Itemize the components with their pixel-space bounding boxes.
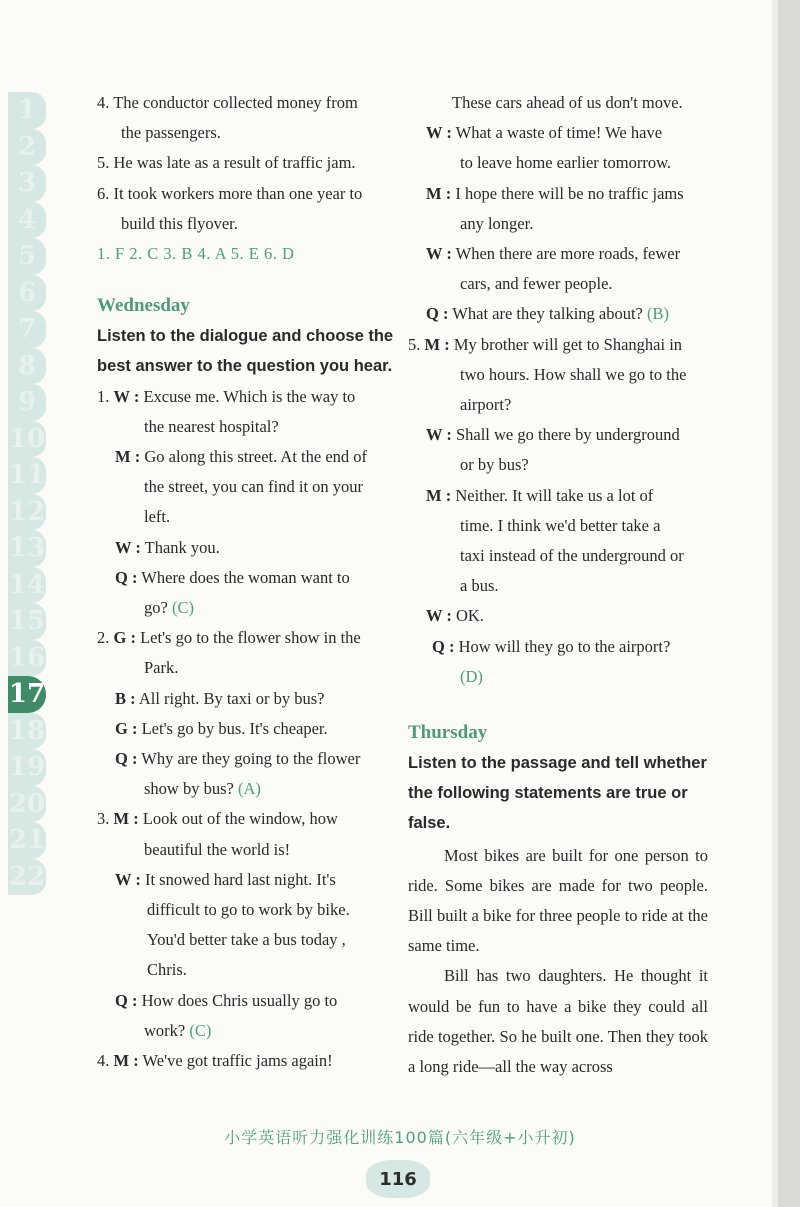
- speaker: Q :: [426, 304, 449, 324]
- speaker: M :: [113, 809, 139, 829]
- dialogue-cont: or by bus?: [460, 455, 529, 475]
- line-text: How does Chris usually go to: [137, 990, 338, 1010]
- line-text: It snowed hard last night. It's: [140, 869, 336, 889]
- speaker: M :: [424, 334, 450, 354]
- chapter-tab[interactable]: 8: [8, 348, 46, 385]
- instruction: the following statements are true or: [408, 784, 688, 803]
- speaker: W :: [115, 537, 141, 557]
- chapter-tab[interactable]: 12: [8, 494, 46, 531]
- line-text: Let's go by bus. It's cheaper.: [137, 718, 328, 738]
- line-text: Why are they going to the flower: [137, 749, 361, 769]
- item-number: 5.: [408, 334, 421, 354]
- speaker: M :: [426, 485, 452, 505]
- speaker: W :: [426, 606, 452, 626]
- question-line: [408, 299, 708, 329]
- dialogue-line: [408, 601, 708, 631]
- line-text: Excuse me. Which is the way to: [139, 386, 356, 406]
- dialogue-cont: two hours. How shall we go to the: [460, 364, 687, 384]
- line-text: show by bus?: [144, 779, 234, 799]
- chapter-tab[interactable]: 21: [8, 822, 46, 859]
- dialogue-line: [97, 1046, 397, 1076]
- chapter-tab[interactable]: 11: [8, 457, 46, 494]
- page-edge: [778, 0, 800, 1207]
- line-text: Thank you.: [140, 537, 220, 557]
- answer: (D): [460, 666, 483, 686]
- instruction: Listen to the passage and tell whether: [408, 754, 707, 773]
- item-number: 2.: [97, 628, 110, 648]
- dialogue-cont: the nearest hospital?: [144, 416, 279, 436]
- statement-cont: the passengers.: [121, 123, 221, 143]
- dialogue-line: [97, 714, 397, 744]
- line-text: When there are more roads, fewer: [451, 244, 681, 264]
- speaker: B :: [115, 688, 136, 708]
- speaker: G :: [113, 628, 136, 648]
- dialogue-cont: time. I think we'd better take a: [460, 515, 661, 535]
- dialogue-cont: beautiful the world is!: [144, 839, 291, 859]
- speaker: M :: [113, 1051, 139, 1071]
- statement: 5. He was late as a result of traffic jam.: [97, 153, 356, 173]
- line-text: We've got traffic jams again!: [138, 1051, 333, 1071]
- left-column: [97, 88, 397, 1076]
- line-text: Neither. It will take us a lot of: [451, 485, 654, 505]
- chapter-tab[interactable]: 16: [8, 640, 46, 677]
- speaker: M :: [426, 183, 452, 203]
- question-line: [97, 563, 397, 593]
- chapter-tab[interactable]: 2: [8, 129, 46, 166]
- dialogue-cont: These cars ahead of us don't move.: [452, 93, 683, 112]
- item-number: 1.: [97, 386, 110, 406]
- line-text: Shall we go there by underground: [451, 425, 680, 445]
- speaker: W :: [426, 123, 452, 143]
- chapter-tab[interactable]: 15: [8, 603, 46, 640]
- line-text: How will they go to the airport?: [454, 636, 671, 656]
- book-title-footer: 小学英语听力强化训练100篇(六年级+小升初): [224, 1128, 576, 1147]
- instruction: false.: [408, 814, 451, 833]
- answer: (A): [233, 779, 261, 799]
- line-text: What are they talking about?: [448, 304, 643, 324]
- passage-paragraph: Most bikes are built for one person to ride. Some bikes are made for two people. Bill built a bike for three people to ride at the same time.: [408, 845, 708, 956]
- line-text: Let's go to the flower show in the: [135, 628, 361, 648]
- answer-key: 1. F 2. C 3. B 4. A 5. E 6. D: [97, 244, 295, 264]
- dialogue-line: [97, 684, 397, 714]
- item-number: 3.: [97, 809, 110, 829]
- chapter-tab[interactable]: 22: [8, 859, 46, 896]
- chapter-tab[interactable]: 7: [8, 311, 46, 348]
- chapter-tab[interactable]: 10: [8, 421, 46, 458]
- dialogue-line: [408, 179, 708, 209]
- speaker: W :: [113, 386, 140, 406]
- question-line: [97, 986, 397, 1016]
- dialogue-line: [97, 533, 397, 563]
- dialogue-line: [408, 481, 708, 511]
- dialogue-line: [408, 239, 708, 269]
- dialogue-cont: to leave home earlier tomorrow.: [460, 153, 672, 173]
- speaker: Q :: [115, 567, 138, 587]
- speaker: W :: [426, 244, 452, 264]
- question-cont: [97, 774, 397, 804]
- right-column: [408, 88, 708, 1082]
- dialogue-line: [97, 382, 397, 412]
- dialogue-line: [97, 442, 397, 472]
- question-cont: [97, 593, 397, 623]
- dialogue-cont: Chris.: [147, 960, 187, 980]
- statement: 6. It took workers more than one year to: [97, 183, 363, 203]
- dialogue-line: [97, 804, 397, 834]
- line-text: What a waste of time! We have: [451, 123, 663, 143]
- chapter-tab[interactable]: 3: [8, 165, 46, 202]
- dialogue-cont: difficult to go to work by bike.: [147, 900, 350, 920]
- dialogue-cont: a bus.: [460, 576, 499, 596]
- line-text: Look out of the window, how: [138, 809, 338, 829]
- speaker: Q :: [432, 636, 455, 656]
- line-text: Go along this street. At the end of: [140, 447, 368, 467]
- chapter-tab[interactable]: 19: [8, 749, 46, 786]
- chapter-tab[interactable]: 14: [8, 567, 46, 604]
- speaker: Q :: [115, 990, 138, 1010]
- answer: (C): [185, 1020, 212, 1040]
- dialogue-cont: any longer.: [460, 213, 534, 233]
- question-line: [97, 744, 397, 774]
- dialogue-cont: cars, and fewer people.: [460, 274, 613, 294]
- line-text: I hope there will be no traffic jams: [451, 183, 684, 203]
- instruction: Listen to the dialogue and choose the: [97, 327, 394, 346]
- chapter-tab[interactable]: 20: [8, 786, 46, 823]
- speaker: W :: [115, 869, 141, 889]
- section-title-wednesday: Wednesday: [97, 295, 190, 317]
- answer: (C): [167, 598, 194, 618]
- page-number: 116: [366, 1160, 430, 1198]
- dialogue-cont: left.: [144, 507, 171, 527]
- line-text: Where does the woman want to: [137, 567, 350, 587]
- line-text: My brother will get to Shanghai in: [449, 334, 683, 354]
- dialogue-line: [408, 118, 708, 148]
- dialogue-cont: Park.: [144, 658, 179, 678]
- section-title-thursday: Thursday: [408, 722, 488, 744]
- speaker: G :: [115, 718, 138, 738]
- item-number: 4.: [97, 1051, 110, 1071]
- statement: 4. The conductor collected money from: [97, 93, 358, 112]
- chapter-tab[interactable]: 4: [8, 202, 46, 239]
- dialogue-cont: You'd better take a bus today ,: [147, 930, 346, 950]
- speaker: Q :: [115, 749, 138, 769]
- chapter-tabs: [8, 92, 46, 895]
- speaker: W :: [426, 425, 452, 445]
- line-text: go?: [144, 598, 168, 618]
- dialogue-cont: the street, you can find it on your: [144, 477, 364, 497]
- question-cont: [97, 1016, 397, 1046]
- chapter-tab[interactable]: 13: [8, 530, 46, 567]
- chapter-tab[interactable]: 18: [8, 713, 46, 750]
- chapter-tab[interactable]: 5: [8, 238, 46, 275]
- speaker: M :: [115, 447, 141, 467]
- statement-cont: build this flyover.: [121, 213, 238, 233]
- dialogue-line: [97, 865, 397, 895]
- line-text: work?: [144, 1020, 186, 1040]
- chapter-tab-active[interactable]: 17: [8, 676, 46, 713]
- chapter-tab[interactable]: 6: [8, 275, 46, 312]
- answer: (B): [642, 304, 670, 324]
- question-line: [408, 632, 708, 662]
- dialogue-line: [97, 623, 397, 653]
- dialogue-line: [408, 330, 708, 360]
- dialogue-line: [408, 420, 708, 450]
- chapter-tab[interactable]: 1: [8, 92, 46, 129]
- instruction: best answer to the question you hear.: [97, 357, 393, 376]
- chapter-tab[interactable]: 9: [8, 384, 46, 421]
- dialogue-cont: airport?: [460, 395, 512, 415]
- line-text: All right. By taxi or by bus?: [135, 688, 325, 708]
- passage-paragraph: Bill has two daughters. He thought it would be fun to have a bike they could all ride together. So he built one. Then they took a long ride—all the way across: [408, 966, 708, 1077]
- dialogue-cont: taxi instead of the underground or: [460, 546, 684, 566]
- line-text: OK.: [451, 606, 484, 626]
